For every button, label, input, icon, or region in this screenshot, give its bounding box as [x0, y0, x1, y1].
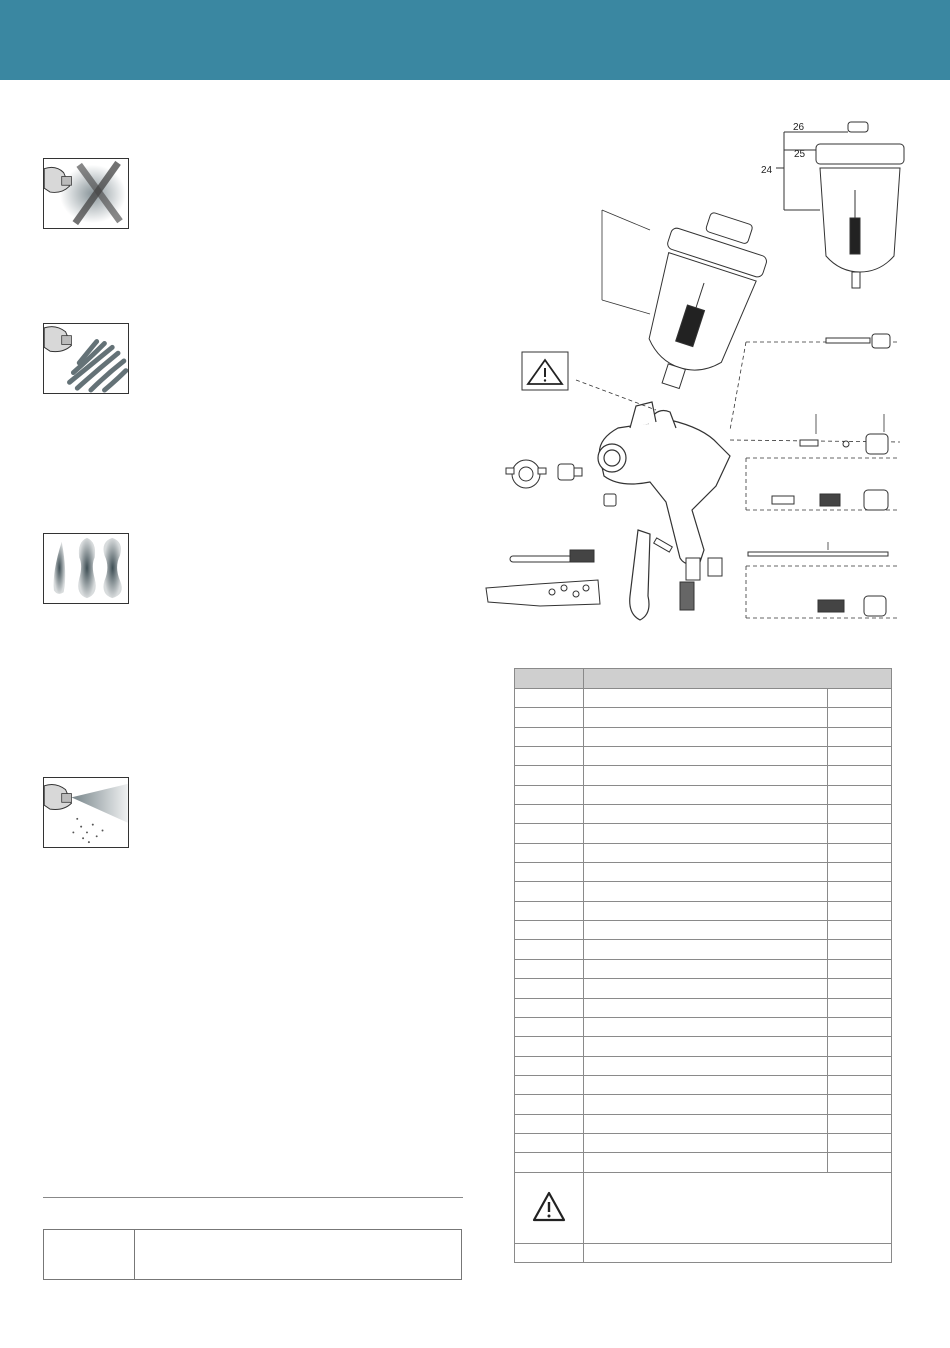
valve-housing: [866, 434, 888, 454]
warning-triangle-icon: [522, 352, 568, 390]
fluid-nozzle: [558, 464, 582, 480]
air-valve-fitting: [686, 558, 700, 580]
header-band: [0, 0, 950, 80]
o-ring: [843, 441, 849, 447]
trigger: [630, 530, 650, 620]
table-header-row: [515, 669, 892, 689]
air-cap: [506, 460, 546, 488]
spray-gun-striped-pattern-icon: [43, 323, 129, 394]
air-regulator: [680, 582, 694, 610]
table-row: [515, 1243, 892, 1262]
warning-triangle-icon: [531, 1190, 567, 1224]
cleaning-brush: [510, 550, 594, 562]
fluid-needle-long: [826, 338, 870, 343]
table-row: [515, 959, 892, 978]
table-row: [515, 843, 892, 862]
needle-packing: [772, 496, 794, 504]
table-row: [515, 1037, 892, 1056]
table-row: [515, 882, 892, 901]
fluid-needle: [748, 552, 888, 556]
table-row: [515, 1017, 892, 1036]
table-row: [515, 863, 892, 882]
spanner-tool: [486, 580, 600, 606]
footer-box-divider: [134, 1230, 135, 1279]
table-row: [515, 1075, 892, 1094]
needle-spring: [820, 494, 840, 506]
spray-gun-spitting-icon: [43, 777, 129, 848]
table-row: [515, 901, 892, 920]
warning-cell: [515, 1172, 584, 1243]
table-header-cell: [584, 669, 892, 689]
table-row: [515, 921, 892, 940]
air-inlet: [708, 558, 722, 576]
table-row: [515, 1095, 892, 1114]
callout-25: 25: [794, 149, 806, 160]
footer-rule: [43, 1197, 463, 1198]
footer-box: [43, 1229, 462, 1280]
table-row: [515, 1056, 892, 1075]
table-row: [515, 766, 892, 785]
paint-cup-main: [626, 202, 776, 402]
table-warning-row: [515, 1172, 892, 1243]
spray-gun-body: [598, 402, 730, 564]
table-row: [515, 979, 892, 998]
adjust-knob: [864, 596, 886, 616]
valve-stem: [800, 440, 818, 446]
table-row: [515, 1133, 892, 1152]
table-row: [515, 785, 892, 804]
callout-26: 26: [793, 122, 805, 133]
callout-24: 24: [761, 165, 773, 176]
small-fitting: [604, 494, 616, 506]
exploded-parts-diagram: [480, 110, 910, 630]
spray-gun-crossed-out-icon: [43, 158, 129, 229]
table-header-cell: [515, 669, 584, 689]
warning-text-cell: [584, 1172, 892, 1243]
table-row: [515, 1114, 892, 1133]
table-row: [515, 824, 892, 843]
needle-adjust-knob: [872, 334, 890, 348]
table-row: [515, 998, 892, 1017]
paint-cup-top-right: [816, 122, 904, 288]
table-row: [515, 747, 892, 766]
trigger-pin: [654, 538, 673, 552]
table-row: [515, 727, 892, 746]
spray-pattern-shapes-icon: [43, 533, 129, 604]
table-row: [515, 689, 892, 708]
table-row: [515, 805, 892, 824]
table-row: [515, 1153, 892, 1172]
table-row: [515, 708, 892, 727]
spring-housing: [864, 490, 888, 510]
parts-table: [514, 668, 892, 1263]
table-row: [515, 940, 892, 959]
adjust-spring: [818, 600, 844, 612]
